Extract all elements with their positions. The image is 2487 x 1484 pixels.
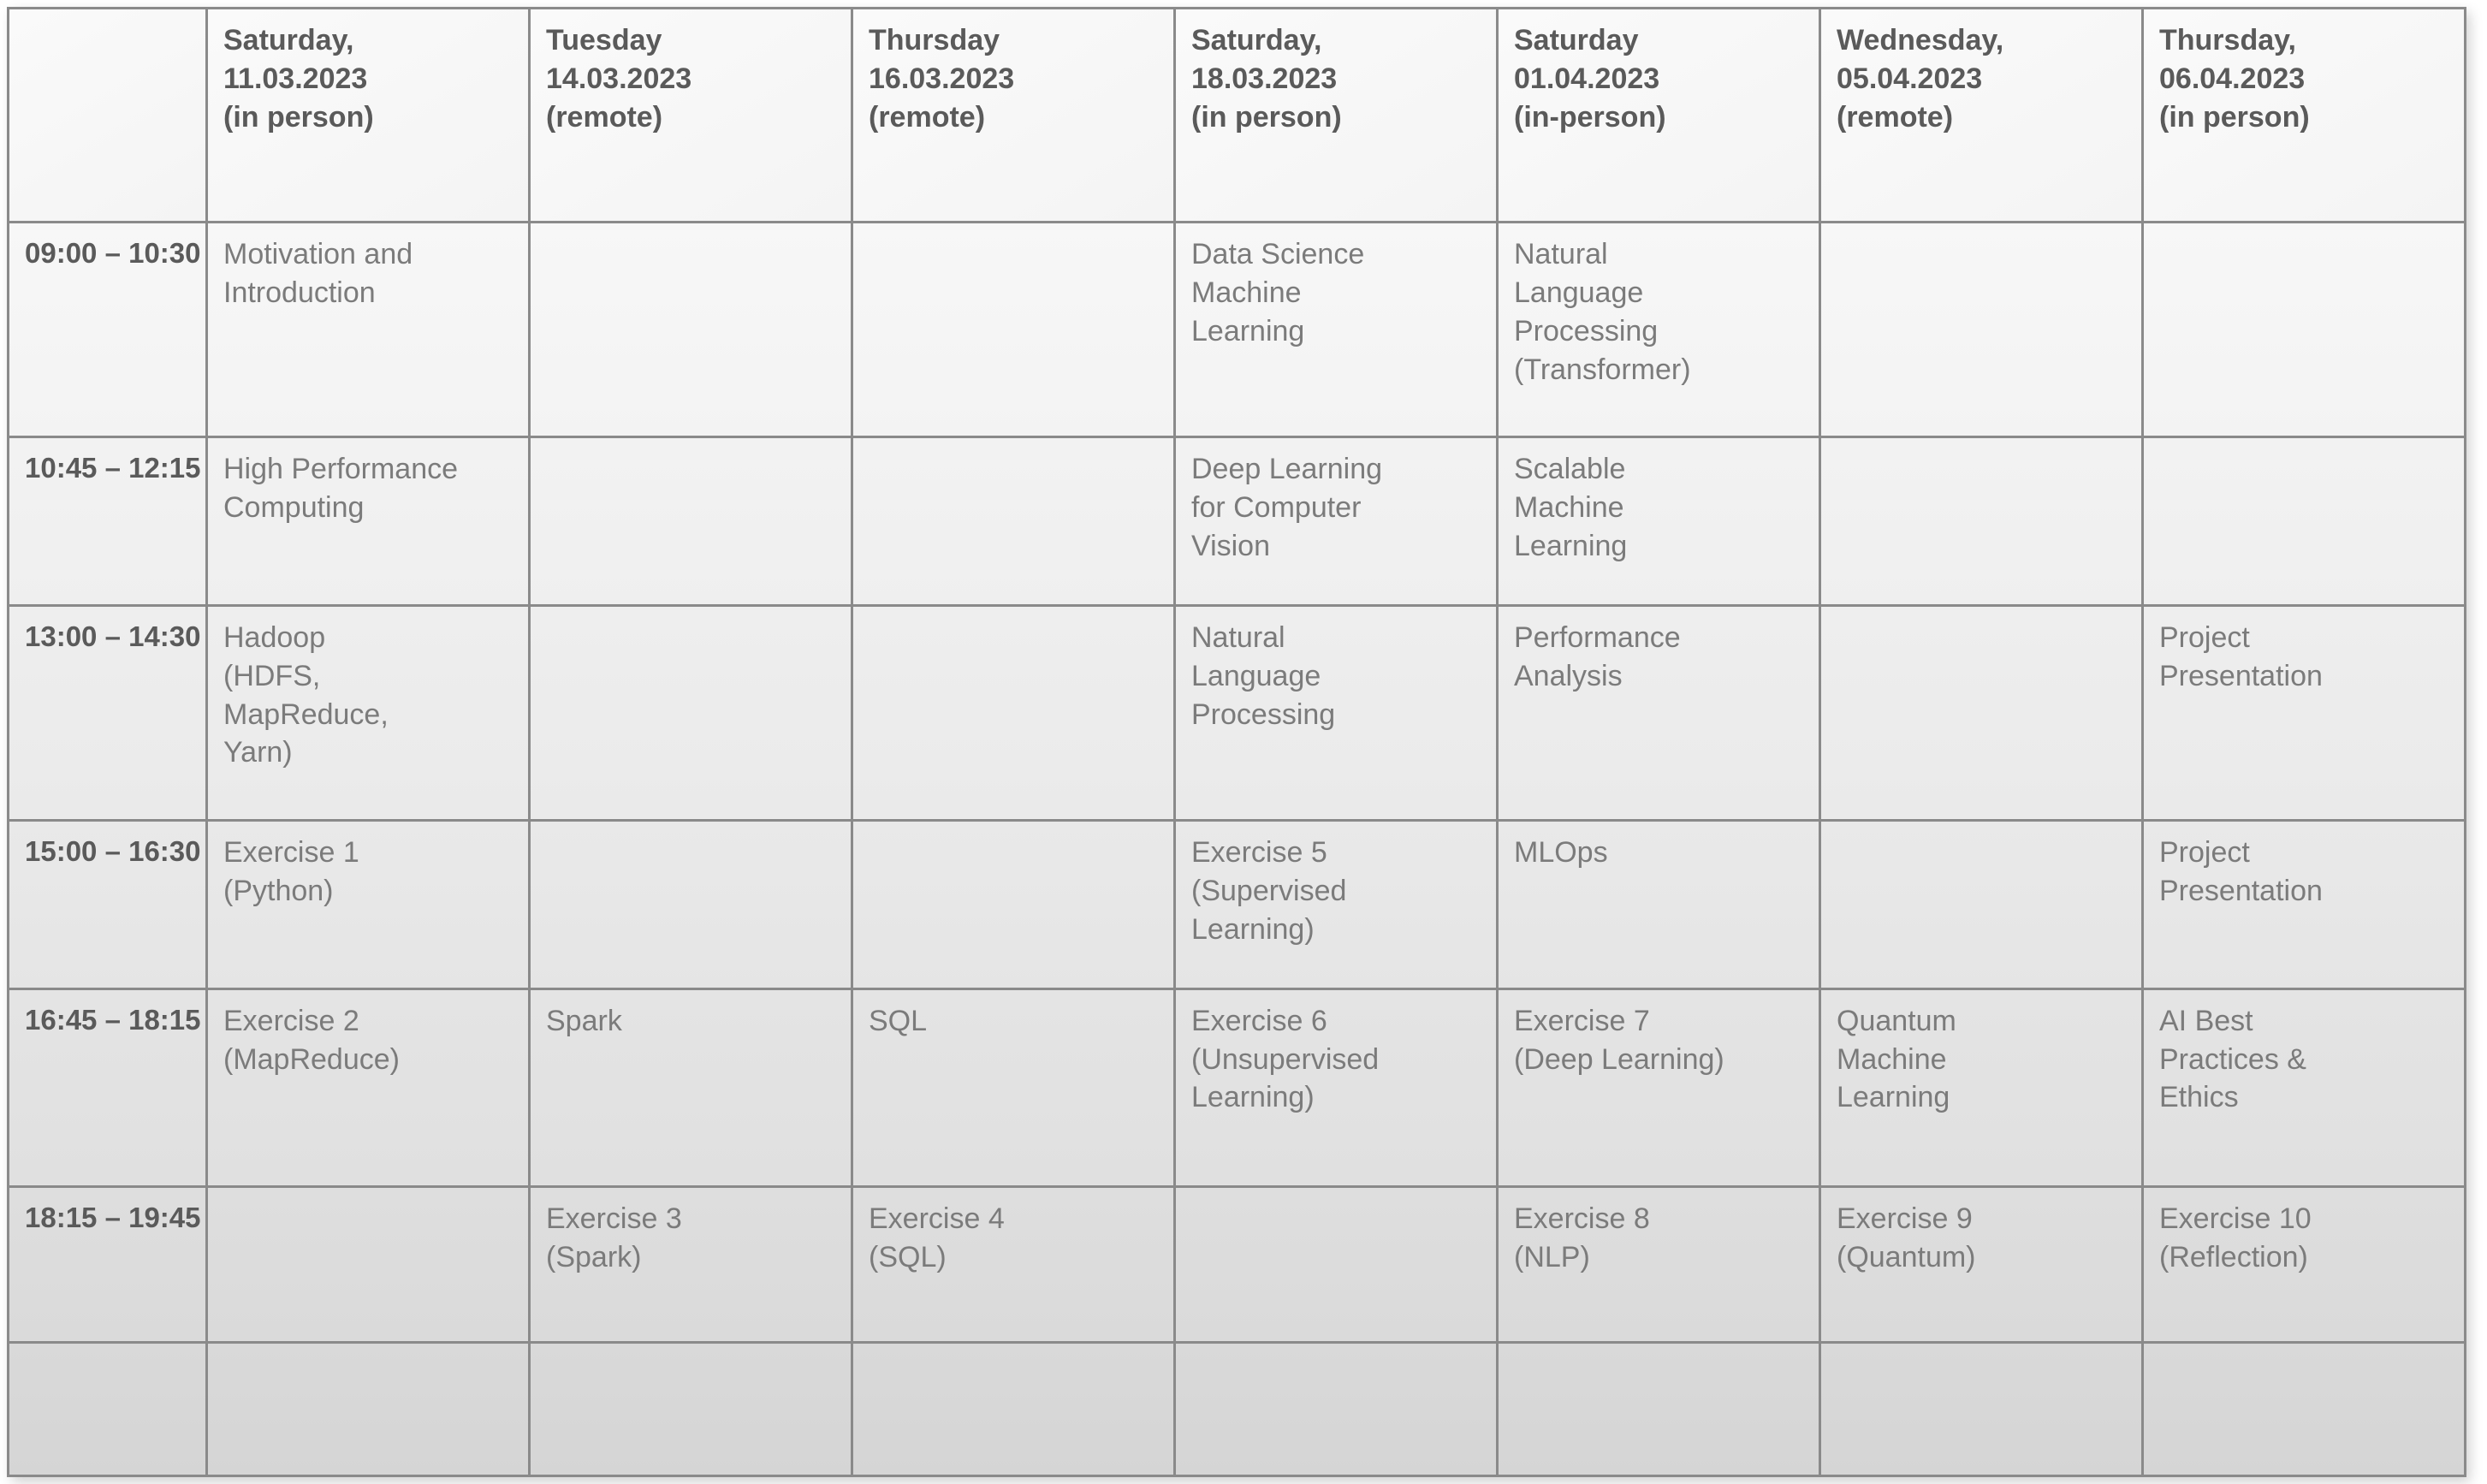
session-line: Exercise 2 [223,1004,359,1037]
session-line: Presentation [2159,659,2323,692]
session-cell [1820,988,2143,1186]
empty-cell [530,437,852,606]
session-line: (NLP) [1514,1240,1590,1273]
column-header-line: (remote) [546,100,663,134]
empty-cell [1820,437,2143,606]
empty-cell [1175,1343,1498,1476]
table-row [9,437,2466,606]
session-cell [530,988,852,1186]
session-line: Data Science [1191,238,1365,270]
session-cell [2143,821,2466,989]
empty-cell [530,821,852,989]
table-row [9,821,2466,989]
schedule-panel [7,7,2465,1477]
column-header-line: (in-person) [1514,100,1666,134]
session-line: Processing [1514,314,1659,347]
session-cell [2143,605,2466,820]
session-line: Processing [1191,697,1336,731]
session-line: Performance [1514,620,1681,654]
empty-cell [1820,1343,2143,1476]
column-header-line: (in person) [1191,100,1342,134]
time-slot-label: 18:15 – 19:45 [9,1186,207,1342]
empty-cell [1820,605,2143,820]
empty-cell [207,1186,530,1342]
column-header-day-4 [1175,9,1498,223]
column-header-line: (in person) [2159,100,2310,134]
empty-cell [2143,437,2466,606]
session-cell [1498,605,1820,820]
column-header-day-2 [530,9,852,223]
session-line: (Transformer) [1514,353,1691,386]
session-cell [1498,437,1820,606]
session-line: Project [2159,620,2250,654]
table-row [9,605,2466,820]
column-header-line: 11.03.2023 [223,62,368,95]
session-cell [1820,1186,2143,1342]
session-line: Machine [1837,1042,1947,1076]
session-line: Project [2159,836,2250,870]
session-line: Exercise 10 [2159,1202,2312,1235]
empty-cell [1820,223,2143,437]
column-header-line: Thursday [869,24,1000,56]
column-header-line: Saturday [1514,24,1639,56]
table-row [9,1186,2466,1342]
session-line: Exercise 4 [869,1202,1005,1235]
session-line: Ethics [2159,1081,2239,1114]
session-cell [207,223,530,437]
empty-cell [207,1343,530,1476]
session-line: (MapReduce) [223,1042,400,1076]
session-line: (Unsupervised [1191,1042,1380,1076]
session-line: Hadoop [223,620,326,654]
session-line: Language [1191,659,1321,692]
time-slot-label: 13:00 – 14:30 [9,605,207,820]
session-line: (Spark) [546,1240,642,1273]
empty-cell [2143,223,2466,437]
session-line: Quantum [1837,1004,1956,1037]
column-header-line: 14.03.2023 [546,62,692,95]
session-line: Learning [1837,1081,1950,1114]
session-line: MapReduce, [223,697,389,731]
empty-cell [1175,1186,1498,1342]
column-header-line: (in person) [223,100,374,134]
session-line: Analysis [1514,659,1623,692]
session-cell [1175,223,1498,437]
session-cell [1175,821,1498,989]
session-line: Scalable [1514,453,1626,486]
column-header-line: 06.04.2023 [2159,62,2306,95]
session-line: SQL [869,1004,928,1037]
session-line: Practices & [2159,1042,2306,1076]
session-cell [1498,1186,1820,1342]
session-line: Vision [1191,529,1270,562]
session-cell [1175,988,1498,1186]
session-cell [530,1186,852,1342]
session-line: Exercise 1 [223,836,359,870]
session-line: Exercise 8 [1514,1202,1650,1235]
column-header-line: 18.03.2023 [1191,62,1338,95]
session-line: Learning [1514,529,1628,562]
session-line: High Performance [223,453,459,486]
session-cell [1498,223,1820,437]
column-header-line: Saturday, [1191,24,1322,56]
column-header-line: Tuesday [546,24,662,56]
session-line: Learning) [1191,912,1315,946]
session-line: Natural [1191,620,1285,654]
session-line: Yarn) [223,736,293,769]
session-line: Presentation [2159,874,2323,907]
session-line: Exercise 5 [1191,836,1327,870]
session-line: (Supervised [1191,874,1347,907]
session-cell [1175,605,1498,820]
session-cell [2143,1186,2466,1342]
session-line: (HDFS, [223,659,321,692]
column-header-day-3 [852,9,1175,223]
session-line: AI Best [2159,1004,2253,1037]
session-line: (SQL) [869,1240,947,1273]
table-row [9,223,2466,437]
session-cell [207,988,530,1186]
session-line: Introduction [223,276,376,309]
empty-cell [530,1343,852,1476]
empty-cell [1498,1343,1820,1476]
empty-cell [530,605,852,820]
session-line: (Python) [223,874,334,907]
column-header-day-1 [207,9,530,223]
session-line: Learning [1191,314,1305,347]
column-header-day-7 [2143,9,2466,223]
session-cell [1175,437,1498,606]
column-header-line: (remote) [869,100,986,134]
time-slot-label: 09:00 – 10:30 [9,223,207,437]
column-header-day-6 [1820,9,2143,223]
empty-cell [852,821,1175,989]
session-line: Computing [223,491,365,525]
column-header-line: 01.04.2023 [1514,62,1660,95]
empty-cell [2143,1343,2466,1476]
course-schedule-table [7,7,2466,1477]
session-line: Exercise 3 [546,1202,682,1235]
session-line: (Quantum) [1837,1240,1976,1273]
session-line: Machine [1191,276,1302,309]
time-slot-label: 10:45 – 12:15 [9,437,207,606]
time-slot-label [9,1343,207,1476]
header-corner-cell [9,9,207,223]
column-header-line: (remote) [1837,100,1954,134]
session-cell [207,437,530,606]
session-line: (Deep Learning) [1514,1042,1724,1076]
column-header-line: 16.03.2023 [869,62,1015,95]
column-header-line: Wednesday, [1837,24,2004,56]
session-cell [1498,988,1820,1186]
session-cell [852,988,1175,1186]
empty-cell [852,1343,1175,1476]
session-line: Learning) [1191,1081,1315,1114]
empty-cell [852,605,1175,820]
session-line: (Reflection) [2159,1240,2308,1273]
table-row [9,1343,2466,1476]
table-header-row [9,9,2466,223]
session-line: for Computer [1191,491,1362,525]
session-line: Deep Learning [1191,453,1383,486]
session-line: Spark [546,1004,622,1037]
session-cell [2143,988,2466,1186]
session-line: Exercise 6 [1191,1004,1327,1037]
time-slot-label: 15:00 – 16:30 [9,821,207,989]
session-cell [207,821,530,989]
session-line: Exercise 9 [1837,1202,1973,1235]
table-body [9,223,2466,1476]
empty-cell [1820,821,2143,989]
column-header-day-5 [1498,9,1820,223]
empty-cell [852,437,1175,606]
session-cell [207,605,530,820]
column-header-line: 05.04.2023 [1837,62,1983,95]
column-header-line: Saturday, [223,24,354,56]
empty-cell [852,223,1175,437]
empty-cell [530,223,852,437]
time-slot-label: 16:45 – 18:15 [9,988,207,1186]
column-header-line: Thursday, [2159,24,2296,56]
table-row [9,988,2466,1186]
session-line: Exercise 7 [1514,1004,1650,1037]
session-line: Machine [1514,491,1624,525]
session-cell [852,1186,1175,1342]
session-line: Natural [1514,238,1608,270]
session-line: Motivation and [223,238,413,270]
session-cell [1498,821,1820,989]
session-line: Language [1514,276,1644,309]
session-line: MLOps [1514,836,1608,870]
